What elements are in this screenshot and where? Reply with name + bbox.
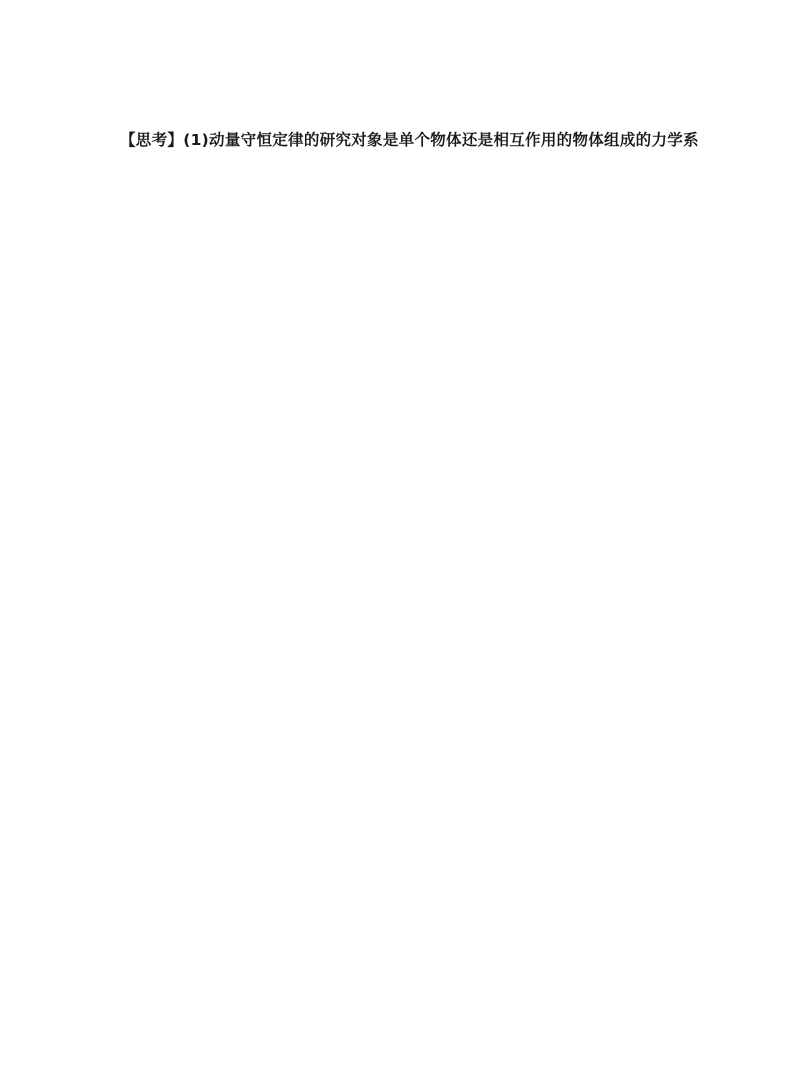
think-q1-line1 [120,128,699,150]
think-q1-text: (1)动量守恒定律的研究对象是单个物体还是相互作用的物体组成的力学系 [183,131,699,149]
think-bracket: 【思考】 [120,131,184,149]
